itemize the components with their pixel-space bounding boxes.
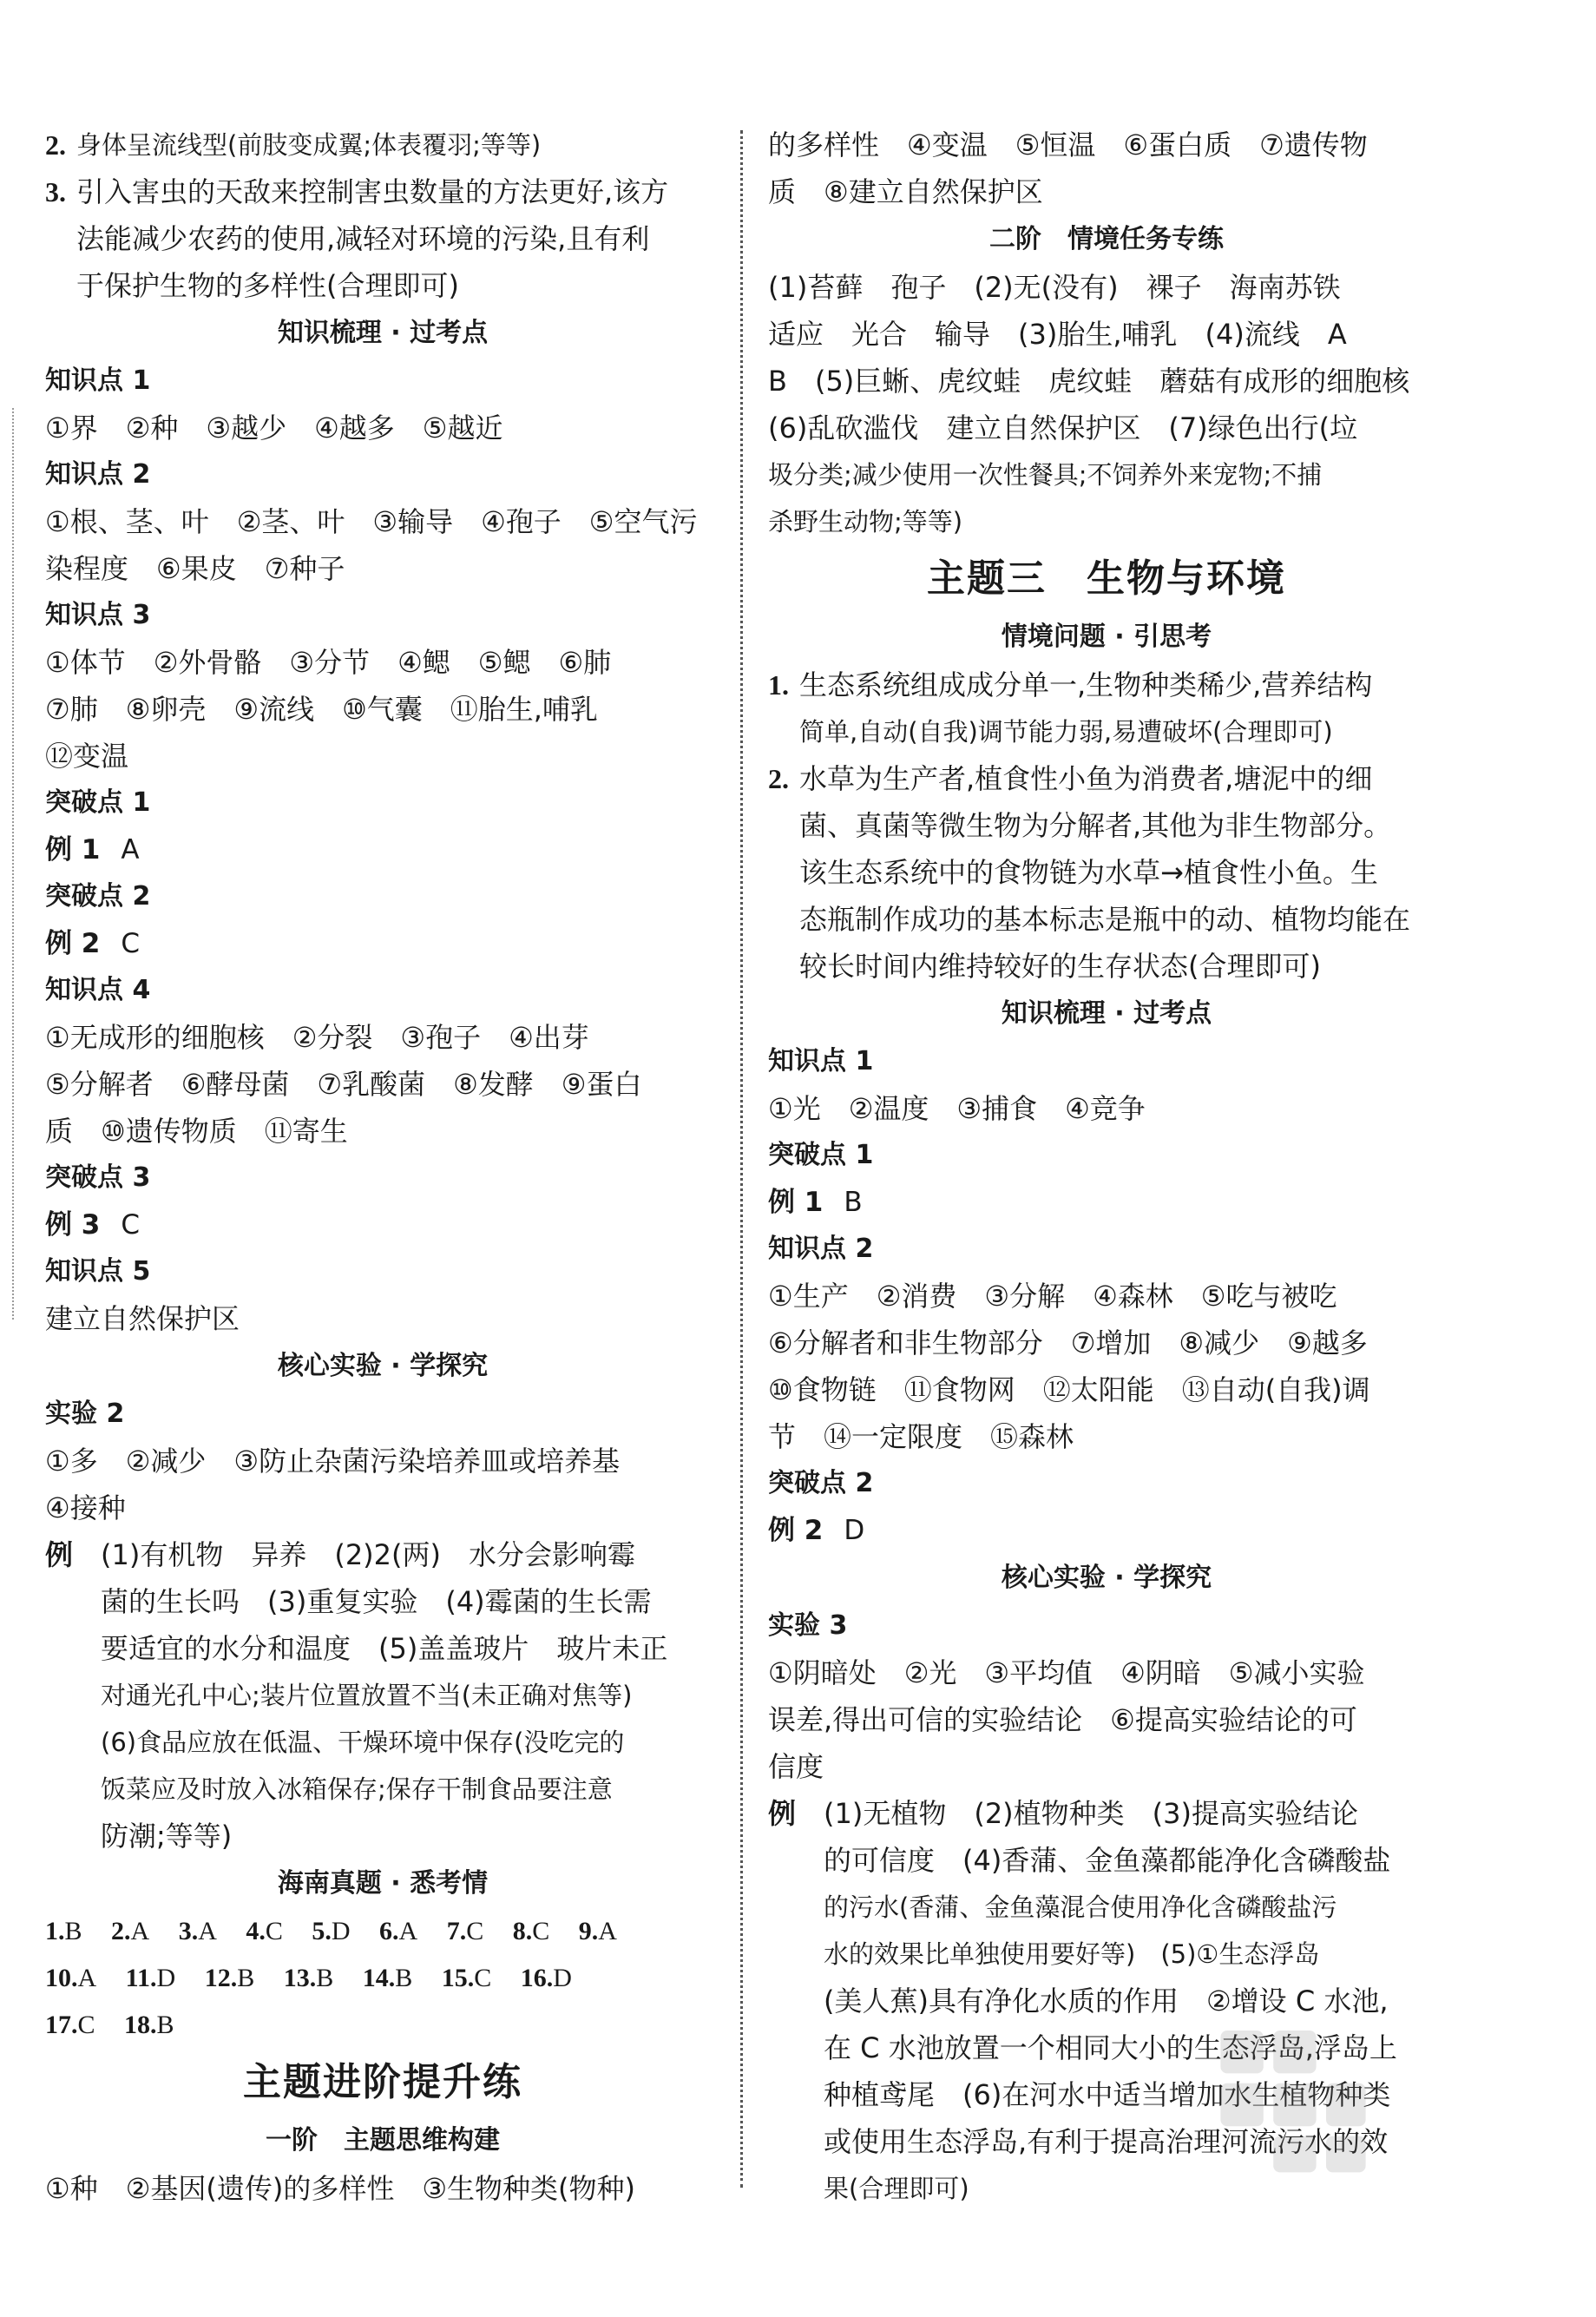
mc-answer: 11.D [125, 1964, 176, 1992]
answer-line: ①生产 ②消费 ③分解 ④森林 ⑤吃与被吃 [768, 1280, 1337, 1313]
mc-answer: 1.B [45, 1917, 82, 1945]
section-heading-situation: 情境问题 · 引思考 [1001, 622, 1212, 652]
mc-answer: 2.A [111, 1917, 150, 1945]
answer-item-2 [768, 755, 1445, 990]
mc-answer: 17.C [45, 2011, 95, 2039]
answer-line: B (5)巨蜥、虎纹蛙 虎纹蛙 蘑菇有成形的细胞核 [768, 365, 1410, 398]
section-heading-real-exam: 海南真题 · 悉考情 [277, 1868, 489, 1899]
knowledge-point-2-title: 知识点 2 [768, 1234, 874, 1264]
example-label: 例 [768, 1797, 797, 1830]
right-column [768, 122, 1445, 2212]
mc-answer: 7.C [446, 1917, 484, 1945]
example-line: 在 C 水池放置一个相同大小的生态浮岛,浮岛上 [824, 2031, 1397, 2064]
item-number: 2. [768, 763, 789, 794]
knowledge-point-3-title: 知识点 3 [45, 600, 151, 630]
mc-answer-row [45, 2002, 720, 2049]
answer-line: ⑩食物链 ⑪食物网 ⑫太阳能 ⑬自动(自我)调 [768, 1373, 1370, 1406]
answer-line: 适应 光合 输导 (3)胎生,哺乳 (4)流线 A [768, 318, 1347, 351]
example-choice: A [121, 834, 140, 866]
example-line: (1)无植物 (2)植物种类 (3)提高实验结论 [824, 1797, 1358, 1830]
breakthrough-point-3-title: 突破点 3 [45, 1162, 151, 1193]
answer-line: ⑤分解者 ⑥酵母菌 ⑦乳酸菌 ⑧发酵 ⑨蛋白 [45, 1068, 642, 1101]
item-number: 1. [768, 669, 789, 701]
left-column [45, 122, 720, 2212]
example-line: 对通光孔中心;装片位置放置不当(未正确对焦等) [101, 1681, 633, 1710]
item-line: 简单,自动(自我)调节能力弱,易遭破坏(合理即可) [799, 717, 1333, 747]
watermark-logo-icon [1211, 2014, 1376, 2179]
mc-answer: 4.C [246, 1917, 283, 1945]
example-answer [45, 920, 720, 967]
example-choice: C [121, 1209, 141, 1241]
knowledge-point-1-title: 知识点 1 [768, 1046, 874, 1076]
example-line: (6)食品应放在低温、干燥环境中保存(没吃完的 [101, 1728, 625, 1757]
example-answer [768, 1179, 1445, 1226]
example-label: 例 [45, 1538, 74, 1571]
example-line: (美人蕉)具有净化水质的作用 ②增设 C 水池, [824, 1985, 1389, 2018]
item-line: 生态系统组成成分单一,生物种类稀少,营养结构 [799, 668, 1373, 701]
mc-answer: 12.B [204, 1964, 255, 1992]
item-number: 2. [45, 129, 66, 161]
knowledge-point-4-title: 知识点 4 [45, 975, 151, 1005]
item-number: 3. [45, 176, 66, 207]
answer-line: 圾分类;减少使用一次性餐具;不饲养外来宠物;不捕 [768, 460, 1323, 490]
answer-line: 质 ⑩遗传物质 ⑪寄生 [45, 1115, 348, 1148]
mc-answer: 16.D [520, 1964, 572, 1992]
answer-item-2 [45, 122, 720, 168]
mc-answer: 14.B [362, 1964, 413, 1992]
mc-answer: 15.C [441, 1964, 492, 1992]
item-line: 法能减少农药的使用,减轻对环境的污染,且有利 [76, 222, 650, 255]
answer-line: ④接种 [45, 1491, 126, 1524]
theme-advanced-practice-title: 主题进阶提升练 [243, 2060, 522, 2104]
answer-line: ①根、茎、叶 ②茎、叶 ③输导 ④孢子 ⑤空气污 [45, 505, 698, 538]
item-line: 引入害虫的天敌来控制害虫数量的方法更好,该方 [76, 175, 669, 208]
answer-line: ①光 ②温度 ③捕食 ④竞争 [768, 1092, 1146, 1125]
mc-answer: 13.B [283, 1964, 334, 1992]
answer-line: ⑦肺 ⑧卵壳 ⑨流线 ⑩气囊 ⑪胎生,哺乳 [45, 693, 598, 726]
item-line: 菌、真菌等微生物为分解者,其他为非生物部分。 [799, 809, 1392, 842]
breakthrough-point-1-title: 突破点 1 [45, 787, 151, 818]
answer-line: (1)苔藓 孢子 (2)无(没有) 裸子 海南苏铁 [768, 271, 1341, 304]
item-line: 于保护生物的多样性(合理即可) [76, 269, 459, 302]
mc-answer: 5.D [312, 1917, 351, 1945]
answer-line: 误差,得出可信的实验结论 ⑥提高实验结论的可 [768, 1703, 1357, 1736]
example-line: 防潮;等等) [101, 1820, 233, 1853]
example-label: 例 1 [45, 834, 101, 866]
answer-line: ①界 ②种 ③越少 ④越多 ⑤越近 [45, 411, 503, 444]
answer-line: (6)乱砍滥伐 建立自然保护区 (7)绿色出行(垃 [768, 411, 1358, 444]
section-heading-stage-2: 二阶 情境任务专练 [989, 224, 1224, 254]
answer-line: 建立自然保护区 [45, 1302, 240, 1335]
item-text: 身体呈流线型(前肢变成翼;体表覆羽;等等) [76, 130, 542, 160]
section-heading-stage-1: 一阶 主题思维构建 [266, 2125, 500, 2156]
knowledge-point-2-title: 知识点 2 [45, 459, 151, 490]
answer-line: ①无成形的细胞核 ②分裂 ③孢子 ④出芽 [45, 1021, 589, 1054]
section-heading-knowledge: 知识梳理 · 过考点 [1001, 998, 1212, 1029]
answer-line: ①阴暗处 ②光 ③平均值 ④阴暗 ⑤减小实验 [768, 1656, 1365, 1689]
breakthrough-point-1-title: 突破点 1 [768, 1140, 874, 1170]
mc-answer: 8.C [512, 1917, 550, 1945]
mc-answer-row [45, 1955, 720, 2002]
knowledge-point-5-title: 知识点 5 [45, 1256, 151, 1287]
example-line: 种植鸢尾 (6)在河水中适当增加水生植物种类 [824, 2078, 1391, 2111]
item-line: 较长时间内维持较好的生存状态(合理即可) [799, 950, 1321, 983]
example-label: 例 2 [45, 928, 101, 959]
example-answer [768, 1507, 1445, 1554]
item-line: 该生态系统中的食物链为水草→植食性小鱼。生 [799, 856, 1378, 889]
margin-dotted-rule [12, 408, 14, 1320]
mc-answer: 3.A [178, 1917, 217, 1945]
example-choice: D [844, 1515, 865, 1546]
answer-item-1 [768, 662, 1445, 755]
mc-answer: 18.B [124, 2011, 174, 2039]
answer-line: 染程度 ⑥果皮 ⑦种子 [45, 552, 345, 585]
answer-line: ⑫变温 [45, 740, 129, 773]
example-line: 饭菜应及时放入冰箱保存;保存干制食品要注意 [101, 1774, 613, 1804]
section-heading-experiment: 核心实验 · 学探究 [1001, 1563, 1212, 1593]
answer-line: 节 ⑭一定限度 ⑮森林 [768, 1420, 1074, 1453]
answer-line: 的多样性 ④变温 ⑤恒温 ⑥蛋白质 ⑦遗传物 [768, 128, 1368, 161]
example-label: 例 3 [45, 1209, 101, 1241]
answer-line: ①体节 ②外骨骼 ③分节 ④鳃 ⑤鳃 ⑥肺 [45, 646, 612, 679]
example-line: 菌的生长吗 (3)重复实验 (4)霉菌的生长需 [101, 1585, 652, 1618]
example-line: 的可信度 (4)香蒲、金鱼藻都能净化含磷酸盐 [824, 1844, 1391, 1877]
item-line: 水草为生产者,植食性小鱼为消费者,塘泥中的细 [799, 762, 1373, 795]
mc-answer: 9.A [578, 1917, 617, 1945]
breakthrough-point-2-title: 突破点 2 [45, 881, 151, 912]
example-line: 果(合理即可) [824, 2174, 969, 2203]
example-line: 的污水(香蒲、金鱼藻混合使用净化含磷酸盐污 [824, 1892, 1337, 1922]
answer-line: 质 ⑧建立自然保护区 [768, 175, 1043, 208]
example-line: 要适宜的水分和温度 (5)盖盖玻片 玻片未正 [101, 1632, 668, 1665]
example-label: 例 1 [768, 1187, 824, 1218]
example-line: 水的效果比单独使用要好等) (5)①生态浮岛 [824, 1939, 1320, 1969]
item-line: 态瓶制作成功的基本标志是瓶中的动、植物均能在 [799, 903, 1411, 936]
answer-item-3 [45, 168, 720, 309]
knowledge-point-1-title: 知识点 1 [45, 365, 151, 396]
example-answer [45, 826, 720, 873]
answer-line: 信度 [768, 1750, 824, 1783]
theme-3-title: 主题三 生物与环境 [927, 556, 1286, 601]
section-heading-knowledge: 知识梳理 · 过考点 [277, 318, 489, 348]
example-choice: C [121, 928, 141, 959]
experiment-3-title: 实验 3 [768, 1610, 848, 1641]
column-divider [740, 130, 743, 2188]
mc-answer: 10.A [45, 1964, 97, 1992]
example-line: (1)有机物 异养 (2)2(两) 水分会影响霉 [101, 1538, 635, 1571]
answer-line: 杀野生动物;等等) [768, 507, 963, 536]
example-label: 例 2 [768, 1515, 824, 1546]
answer-line: ⑥分解者和非生物部分 ⑦增加 ⑧减少 ⑨越多 [768, 1326, 1368, 1359]
mc-answer-row [45, 1908, 720, 1955]
example-answer [45, 1201, 720, 1248]
answer-line: ①种 ②基因(遗传)的多样性 ③生物种类(物种) [45, 2172, 636, 2205]
example-choice: B [844, 1187, 863, 1218]
experiment-2-title: 实验 2 [45, 1399, 125, 1429]
section-heading-experiment: 核心实验 · 学探究 [277, 1351, 489, 1381]
mc-answer: 6.A [379, 1917, 418, 1945]
breakthrough-point-2-title: 突破点 2 [768, 1468, 874, 1498]
example-line: 或使用生态浮岛,有利于提高治理河流污水的效 [824, 2125, 1389, 2158]
answer-line: ①多 ②减少 ③防止杂菌污染培养皿或培养基 [45, 1445, 621, 1478]
experiment-2-example [45, 1531, 720, 1860]
